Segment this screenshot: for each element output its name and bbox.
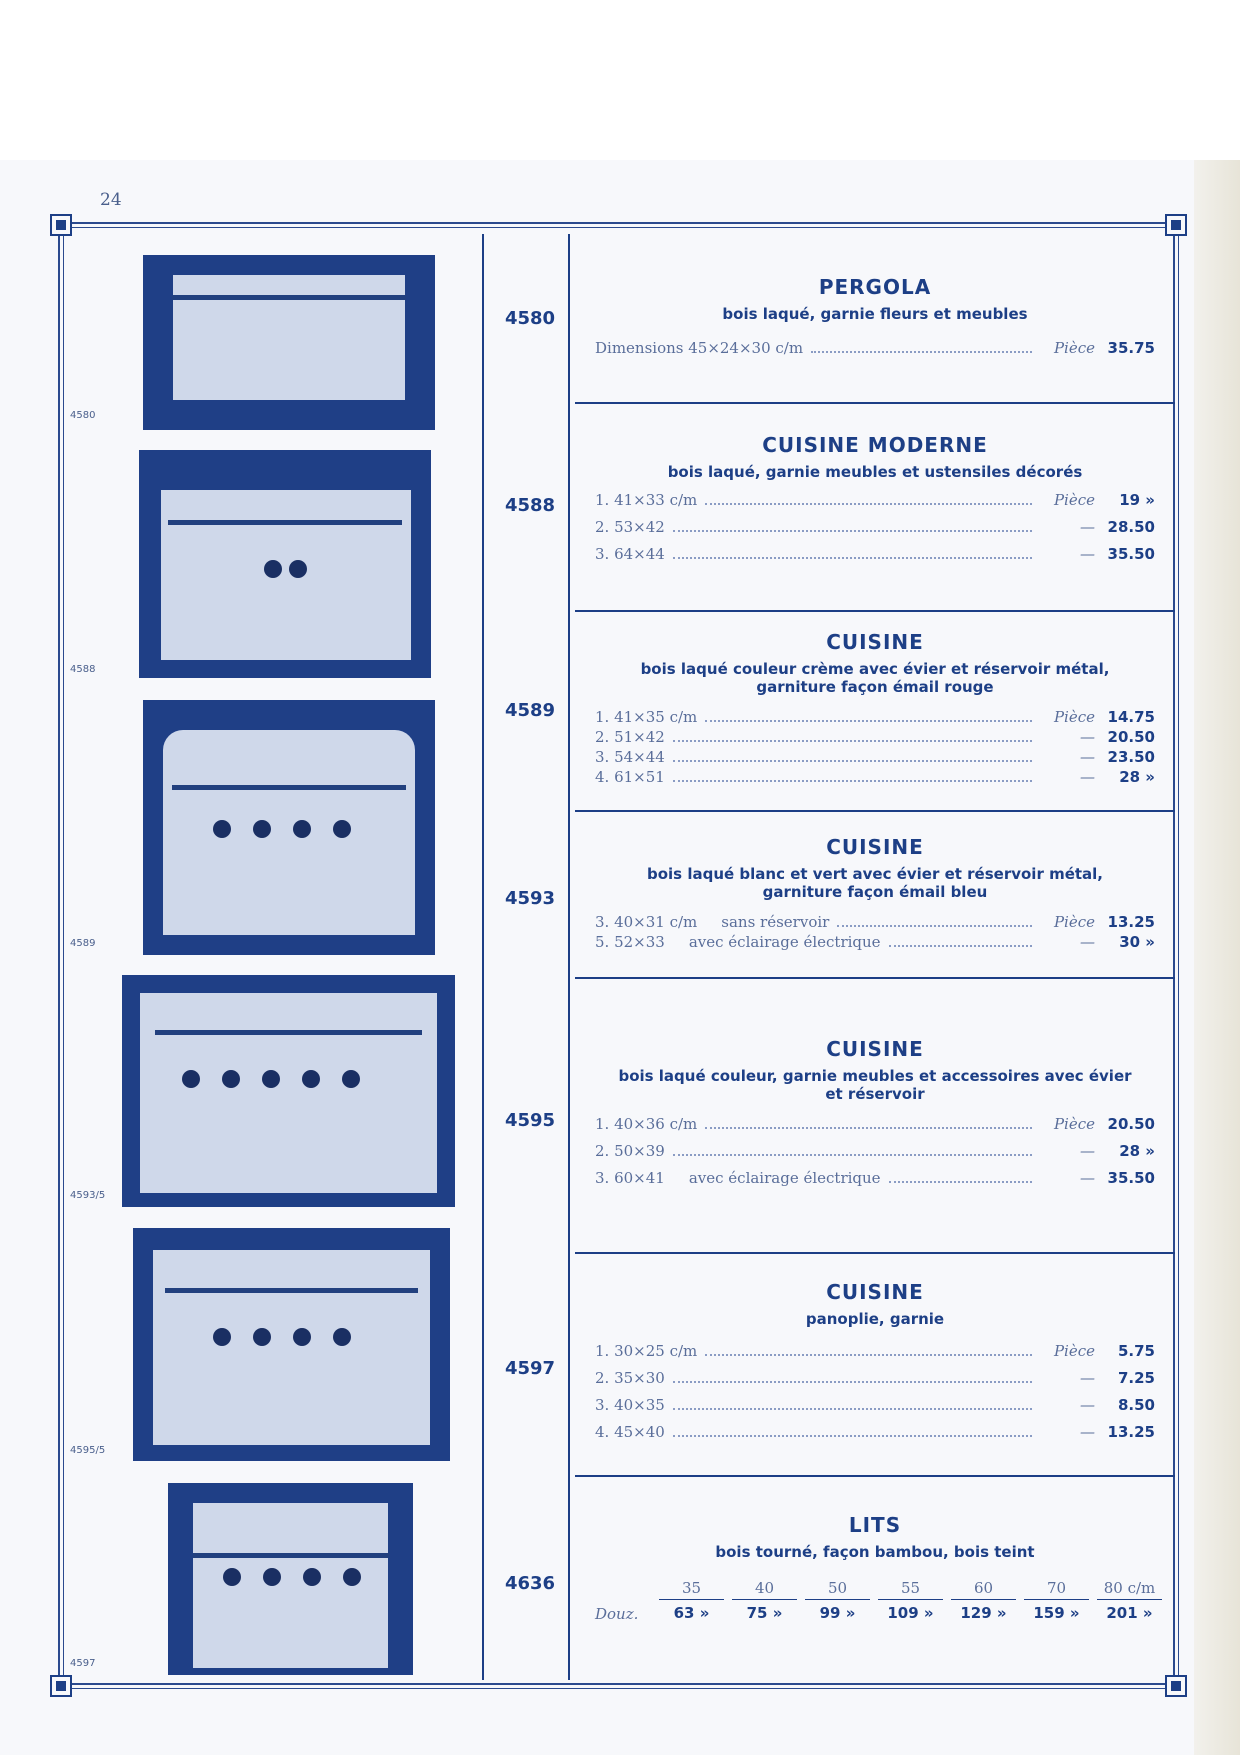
unit-label: — (1080, 1396, 1095, 1414)
price-row (575, 1115, 1175, 1142)
product-title: CUISINE (826, 835, 924, 859)
lits-price-table (575, 1579, 1175, 1623)
product-photo-cuisine-4595 (133, 1228, 450, 1461)
price-value: 20.50 (1107, 1115, 1155, 1133)
ref-number: 4588 (504, 495, 556, 516)
unit-label: — (1080, 545, 1095, 563)
unit-label: — (1080, 933, 1095, 951)
ref-number: 4597 (504, 1358, 556, 1379)
price-value: 35.50 (1107, 1169, 1155, 1187)
dot-leader (811, 351, 1032, 353)
section-separator (575, 977, 1175, 979)
dot-leader (673, 760, 1032, 762)
dot-leader (673, 780, 1032, 782)
unit-label: Pièce (1053, 339, 1095, 357)
price-row (575, 1142, 1175, 1169)
price-value: 28.50 (1107, 518, 1155, 536)
size-label: 3. 40×31 c/m (595, 913, 698, 931)
photo-caption: 4589 (70, 938, 96, 949)
size-value: 40 (732, 1579, 797, 1600)
size-label: 4. 61×51 (595, 768, 665, 786)
ref-number: 4595 (504, 1110, 556, 1131)
price-row (575, 1423, 1175, 1450)
size-value: 80 c/m (1097, 1579, 1162, 1600)
variant-note: sans réservoir (721, 913, 830, 931)
dot-leader (705, 720, 1032, 722)
variant-note: avec éclairage électrique (688, 933, 881, 951)
product-entry (575, 1037, 1175, 1196)
variant-note: avec éclairage électrique (688, 1169, 881, 1187)
unit-label: — (1080, 1142, 1095, 1160)
unit-label: Pièce (1053, 913, 1095, 931)
photo-caption: 4597 (70, 1658, 96, 1669)
product-photo-pergola (143, 255, 435, 430)
lits-column (947, 1579, 1020, 1623)
product-title: CUISINE MODERNE (762, 433, 988, 457)
size-label: 4. 45×40 (595, 1423, 665, 1441)
price-value: 7.25 (1117, 1369, 1155, 1387)
product-title: LITS (848, 1513, 902, 1537)
size-label: 3. 64×44 (595, 545, 665, 563)
price-row (575, 913, 1175, 933)
column-divider (482, 234, 484, 1680)
product-entry (575, 630, 1175, 788)
price-value: 5.75 (1117, 1342, 1155, 1360)
price-row (575, 768, 1175, 788)
price-row (575, 708, 1175, 728)
dot-leader (673, 1381, 1032, 1383)
page-edge-shadow (1194, 160, 1240, 1755)
section-separator (575, 402, 1175, 404)
unit-label: — (1080, 518, 1095, 536)
product-entry (575, 433, 1175, 572)
unit-label: — (1080, 768, 1095, 786)
frame-bottom-rule (65, 1683, 1175, 1689)
unit-label: — (1080, 1169, 1095, 1187)
size-value: 60 (951, 1579, 1016, 1600)
price-value: 13.25 (1107, 913, 1155, 931)
size-label: 2. 35×30 (595, 1369, 665, 1387)
size-label: 2. 50×39 (595, 1142, 665, 1160)
size-label: 3. 60×41 (595, 1169, 665, 1187)
price-value: 75 » (746, 1604, 783, 1622)
price-row (575, 748, 1175, 768)
price-row (575, 1369, 1175, 1396)
unit-label: — (1080, 748, 1095, 766)
dot-leader (889, 945, 1032, 947)
dot-leader (673, 1154, 1032, 1156)
price-value: 13.25 (1107, 1423, 1155, 1441)
unit-label: Pièce (1053, 491, 1095, 509)
price-value: 159 » (1033, 1604, 1080, 1622)
dot-leader (673, 557, 1032, 559)
lits-column (1093, 1579, 1166, 1623)
product-entry (575, 1280, 1175, 1450)
price-value: 35.50 (1107, 545, 1155, 563)
frame-top-rule (65, 222, 1175, 228)
lits-column (655, 1579, 728, 1623)
section-separator (575, 1475, 1175, 1477)
price-row (575, 1342, 1175, 1369)
unit-label: — (1080, 1423, 1095, 1441)
price-value: 23.50 (1107, 748, 1155, 766)
product-photo-cuisine-moderne (139, 450, 431, 678)
price-value: 14.75 (1107, 708, 1155, 726)
price-value: 28 » (1119, 1142, 1155, 1160)
ref-number: 4593 (504, 888, 556, 909)
product-photo-cuisine-4597 (168, 1483, 413, 1675)
photo-caption: 4595/5 (70, 1445, 106, 1456)
product-description: bois laqué, garnie meubles et ustensiles décorés (667, 463, 1083, 481)
lits-column (1020, 1579, 1093, 1623)
photo-caption: 4580 (70, 410, 96, 421)
unit-label: Pièce (1053, 708, 1095, 726)
dot-leader (673, 530, 1032, 532)
size-label: 3. 54×44 (595, 748, 665, 766)
corner-ornament-icon (50, 1675, 72, 1697)
section-separator (575, 610, 1175, 612)
price-value: 20.50 (1107, 728, 1155, 746)
size-label: 3. 40×35 (595, 1396, 665, 1414)
size-label: 1. 41×35 c/m (595, 708, 698, 726)
product-photo-cuisine-4593 (122, 975, 455, 1207)
lits-column (728, 1579, 801, 1623)
column-divider (568, 234, 570, 1680)
size-value: 70 (1024, 1579, 1089, 1600)
section-separator (575, 810, 1175, 812)
dot-leader (673, 1435, 1032, 1437)
product-entry-lits (575, 1513, 1175, 1623)
price-value: 129 » (960, 1604, 1007, 1622)
ref-number: 4580 (504, 308, 556, 329)
price-value: 109 » (887, 1604, 934, 1622)
product-photo-cuisine-4589 (143, 700, 435, 955)
dot-leader (673, 740, 1032, 742)
frame-left-rule (58, 225, 64, 1680)
price-value: 35.75 (1107, 339, 1155, 357)
product-description: bois laqué couleur, garnie meubles et accessoires avec évier et réservoir (618, 1067, 1132, 1103)
size-value: 55 (878, 1579, 943, 1600)
price-row (575, 728, 1175, 748)
corner-ornament-icon (1165, 1675, 1187, 1697)
price-value: 63 » (673, 1604, 710, 1622)
dot-leader (889, 1181, 1032, 1183)
dot-leader (673, 1408, 1032, 1410)
price-row (575, 933, 1175, 953)
price-value: 19 » (1119, 491, 1155, 509)
unit-label: Pièce (1053, 1342, 1095, 1360)
unit-label: Pièce (1053, 1115, 1095, 1133)
page-number: 24 (100, 190, 122, 210)
price-row (575, 491, 1175, 518)
product-title: CUISINE (826, 1280, 924, 1304)
price-value: 201 » (1106, 1604, 1153, 1622)
product-description: bois laqué blanc et vert avec évier et réservoir métal, garniture façon émail bleu (647, 865, 1103, 901)
price-value: 30 » (1119, 933, 1155, 951)
ref-number: 4589 (504, 700, 556, 721)
price-value: 8.50 (1117, 1396, 1155, 1414)
size-label: Dimensions 45×24×30 c/m (595, 339, 804, 357)
product-description: bois laqué couleur crème avec évier et réservoir métal, garniture façon émail rouge (640, 660, 1110, 696)
product-description: bois tourné, façon bambou, bois teint (715, 1543, 1035, 1561)
price-value: 99 » (819, 1604, 856, 1622)
product-title: CUISINE (826, 1037, 924, 1061)
size-label: 2. 53×42 (595, 518, 665, 536)
product-description: bois laqué, garnie fleurs et meubles (722, 305, 1028, 323)
section-separator (575, 1252, 1175, 1254)
price-value: 28 » (1119, 768, 1155, 786)
product-description: panoplie, garnie (805, 1310, 945, 1328)
price-row (575, 339, 1175, 361)
quantity-label: Douz. (595, 1605, 639, 1623)
price-row (575, 1169, 1175, 1196)
photo-caption: 4588 (70, 664, 96, 675)
size-label: 1. 30×25 c/m (595, 1342, 698, 1360)
size-label: 1. 41×33 c/m (595, 491, 698, 509)
dot-leader (705, 1127, 1032, 1129)
lits-column (801, 1579, 874, 1623)
product-title: CUISINE (826, 630, 924, 654)
product-title: PERGOLA (818, 275, 932, 299)
price-row (575, 545, 1175, 572)
size-value: 50 (805, 1579, 870, 1600)
dot-leader (837, 925, 1032, 927)
size-label: 2. 51×42 (595, 728, 665, 746)
unit-label: — (1080, 728, 1095, 746)
corner-ornament-icon (50, 214, 72, 236)
ref-number: 4636 (504, 1573, 556, 1594)
corner-ornament-icon (1165, 214, 1187, 236)
photo-caption: 4593/5 (70, 1190, 106, 1201)
size-label: 5. 52×33 (595, 933, 665, 951)
price-row (575, 1396, 1175, 1423)
dot-leader (705, 503, 1032, 505)
product-entry (575, 835, 1175, 953)
size-label: 1. 40×36 c/m (595, 1115, 698, 1133)
product-entry (575, 275, 1175, 361)
unit-label: — (1080, 1369, 1095, 1387)
dot-leader (705, 1354, 1032, 1356)
lits-column (874, 1579, 947, 1623)
size-value: 35 (659, 1579, 724, 1600)
price-row (575, 518, 1175, 545)
